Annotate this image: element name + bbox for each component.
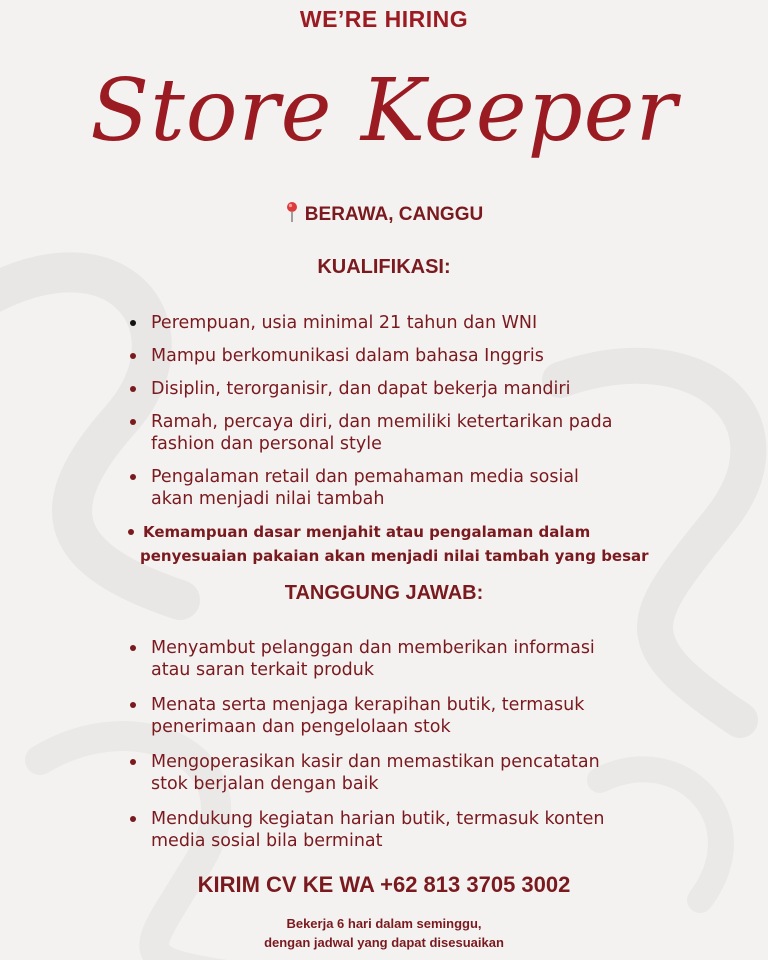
list-item <box>127 751 657 795</box>
tanggung-jawab-heading: TANGGUNG JAWAB: <box>284 582 484 604</box>
bullet-icon <box>128 529 134 535</box>
list-item <box>127 411 657 455</box>
list-item-text: Menata serta menjaga kerapihan butik, termasuk <box>151 695 585 715</box>
tanggung-jawab-list <box>127 637 657 852</box>
list-item-text: Mampu berkomunikasi dalam bahasa Inggris <box>151 346 544 366</box>
list-item <box>127 466 657 510</box>
bullet-icon <box>130 419 136 425</box>
list-item-text: Ramah, percaya diri, dan memiliki ketertarikan pada <box>151 412 613 432</box>
list-item-text: fashion dan personal style <box>151 434 382 454</box>
job-title: Store Keeper <box>90 61 678 161</box>
list-item-text: Mendukung kegiatan harian butik, termasuk konten <box>151 809 605 829</box>
list-item-text: Pengalaman retail dan pemahaman media sosial <box>151 467 579 487</box>
list-item-text: Perempuan, usia minimal 21 tahun dan WNI <box>151 313 538 333</box>
contact-cta: KIRIM CV KE WA +62 813 3705 3002 <box>197 872 571 897</box>
list-item-text: penerimaan dan pengelolaan stok <box>151 717 451 737</box>
list-item-text: media sosial bila berminat <box>151 831 383 851</box>
bold-qualification-item <box>128 520 668 568</box>
bullet-icon <box>130 816 136 822</box>
bullet-icon <box>130 474 136 480</box>
bullet-icon <box>130 353 136 359</box>
schedule-note-line: Bekerja 6 hari dalam seminggu, <box>286 916 482 931</box>
bullet-icon <box>130 386 136 392</box>
location-text: BERAWA, CANGGU <box>304 204 484 225</box>
list-item-text: stok berjalan dengan baik <box>151 774 379 794</box>
list-item <box>127 345 657 367</box>
list-item <box>127 312 657 334</box>
hiring-label: WE’RE HIRING <box>299 6 469 32</box>
schedule-note <box>0 914 768 952</box>
list-item-text: akan menjadi nilai tambah <box>151 489 385 509</box>
list-item-text: Disiplin, terorganisir, dan dapat bekerja mandiri <box>151 379 571 399</box>
list-item-text: Menyambut pelanggan dan memberikan informasi <box>151 638 595 658</box>
list-item <box>127 808 657 852</box>
list-item-text: atau saran terkait produk <box>151 660 374 680</box>
bullet-icon <box>130 702 136 708</box>
list-item <box>127 378 657 400</box>
kualifikasi-list <box>127 312 657 510</box>
list-item <box>127 637 657 681</box>
pin-icon <box>285 201 299 223</box>
list-item <box>127 694 657 738</box>
bullet-icon <box>130 759 136 765</box>
location-line <box>0 201 768 226</box>
list-item-text: penyesuaian pakaian akan menjadi nilai tambah yang besar <box>140 547 649 565</box>
bullet-icon <box>130 645 136 651</box>
kualifikasi-heading: KUALIFIKASI: <box>317 256 451 278</box>
bullet-icon <box>130 320 136 326</box>
list-item-text: Mengoperasikan kasir dan memastikan pencatatan <box>151 752 600 772</box>
list-item-text: Kemampuan dasar menjahit atau pengalaman dalam <box>143 523 591 541</box>
schedule-note-line: dengan jadwal yang dapat disesuaikan <box>264 935 504 950</box>
